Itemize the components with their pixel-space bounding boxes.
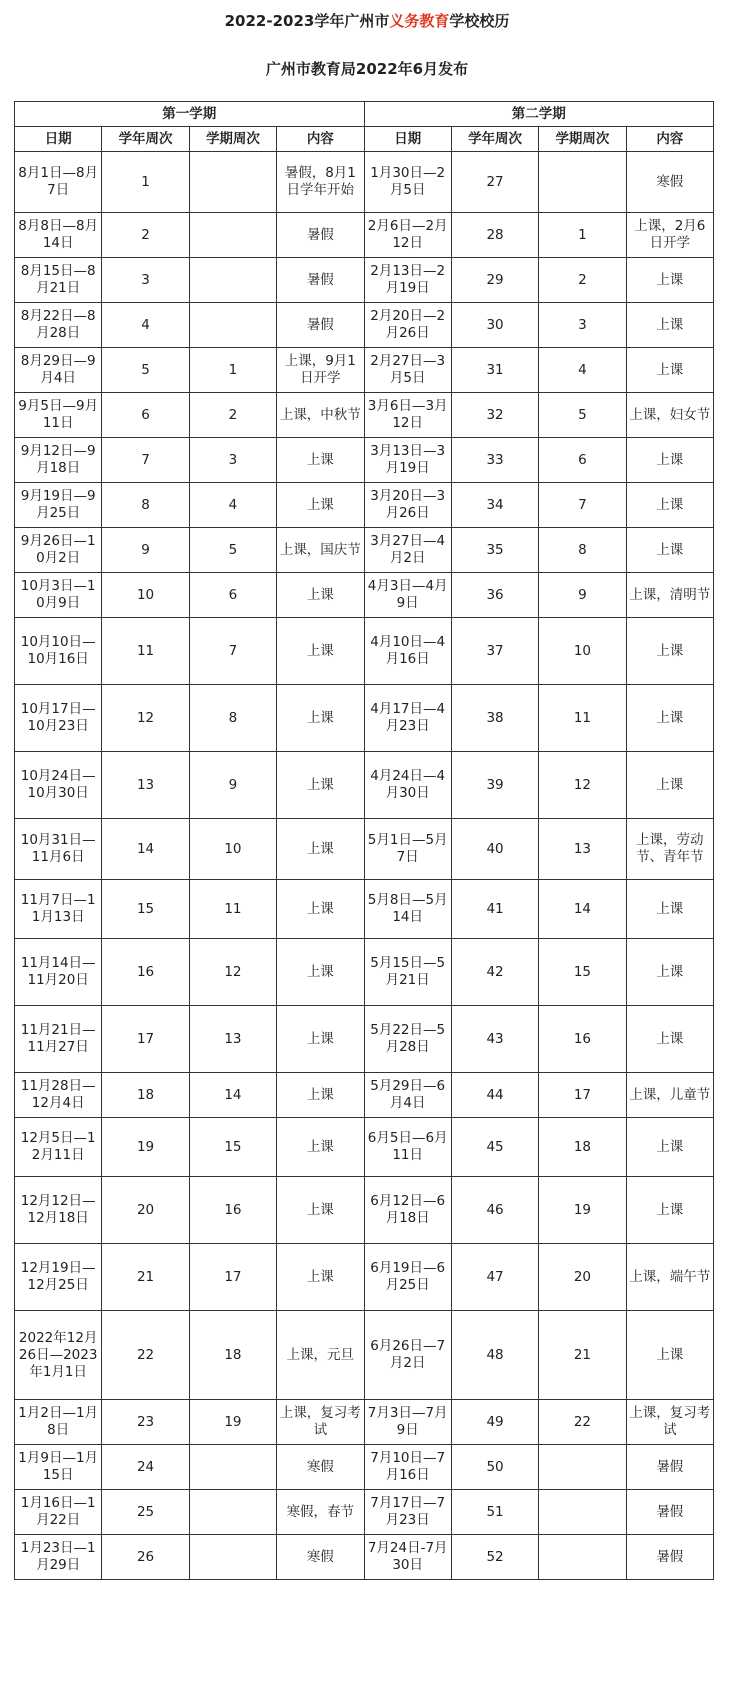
cell-date-term2: 3月27日—4月2日 — [364, 528, 451, 573]
cell-year-week-term1: 10 — [102, 573, 189, 618]
table-row — [15, 1490, 714, 1535]
cell-year-week-term2: 37 — [451, 618, 538, 685]
cell-content-term1: 寒假，春节 — [277, 1490, 364, 1535]
cell-term-week-term2: 22 — [539, 1400, 626, 1445]
cell-term-week-term2: 19 — [539, 1177, 626, 1244]
cell-term-week-term2: 9 — [539, 573, 626, 618]
cell-year-week-term1: 4 — [102, 303, 189, 348]
cell-year-week-term2: 48 — [451, 1311, 538, 1400]
table-row — [15, 213, 714, 258]
table-row — [15, 939, 714, 1006]
cell-content-term2: 暑假 — [626, 1445, 713, 1490]
table-row — [15, 880, 714, 939]
cell-year-week-term2: 50 — [451, 1445, 538, 1490]
cell-year-week-term2: 33 — [451, 438, 538, 483]
cell-content-term1: 寒假 — [277, 1445, 364, 1490]
cell-date-term1: 9月12日—9月18日 — [15, 438, 102, 483]
cell-content-term1: 上课 — [277, 618, 364, 685]
cell-content-term1: 上课 — [277, 819, 364, 880]
school-calendar-table — [14, 101, 714, 1580]
cell-date-term2: 2月20日—2月26日 — [364, 303, 451, 348]
cell-year-week-term2: 45 — [451, 1118, 538, 1177]
cell-year-week-term2: 28 — [451, 213, 538, 258]
cell-term-week-term1 — [189, 1490, 276, 1535]
cell-term-week-term2: 3 — [539, 303, 626, 348]
cell-date-term2: 7月24日-7月30日 — [364, 1535, 451, 1580]
cell-year-week-term1: 26 — [102, 1535, 189, 1580]
cell-content-term1: 上课，国庆节 — [277, 528, 364, 573]
table-row — [15, 1073, 714, 1118]
cell-year-week-term1: 20 — [102, 1177, 189, 1244]
cell-term-week-term2: 1 — [539, 213, 626, 258]
cell-term-week-term2: 16 — [539, 1006, 626, 1073]
table-row — [15, 618, 714, 685]
cell-content-term2: 上课 — [626, 1006, 713, 1073]
cell-year-week-term1: 18 — [102, 1073, 189, 1118]
cell-year-week-term2: 30 — [451, 303, 538, 348]
title-post: 学校校历 — [449, 12, 510, 30]
cell-date-term1: 10月3日—10月9日 — [15, 573, 102, 618]
cell-term-week-term1: 3 — [189, 438, 276, 483]
cell-year-week-term1: 9 — [102, 528, 189, 573]
cell-date-term1: 9月26日—10月2日 — [15, 528, 102, 573]
cell-term-week-term1: 19 — [189, 1400, 276, 1445]
cell-content-term1: 寒假 — [277, 1535, 364, 1580]
cell-date-term1: 11月14日—11月20日 — [15, 939, 102, 1006]
table-row — [15, 1311, 714, 1400]
cell-date-term2: 1月30日—2月5日 — [364, 152, 451, 213]
cell-term-week-term2: 21 — [539, 1311, 626, 1400]
cell-term-week-term1 — [189, 303, 276, 348]
cell-date-term1: 9月19日—9月25日 — [15, 483, 102, 528]
cell-term-week-term1: 7 — [189, 618, 276, 685]
cell-date-term2: 5月1日—5月7日 — [364, 819, 451, 880]
cell-date-term2: 4月17日—4月23日 — [364, 685, 451, 752]
cell-year-week-term1: 19 — [102, 1118, 189, 1177]
cell-content-term1: 上课，复习考试 — [277, 1400, 364, 1445]
cell-year-week-term2: 51 — [451, 1490, 538, 1535]
cell-term-week-term1: 8 — [189, 685, 276, 752]
cell-date-term2: 5月22日—5月28日 — [364, 1006, 451, 1073]
cell-content-term2: 上课 — [626, 939, 713, 1006]
cell-content-term1: 上课 — [277, 438, 364, 483]
cell-content-term2: 暑假 — [626, 1490, 713, 1535]
cell-year-week-term1: 21 — [102, 1244, 189, 1311]
table-row — [15, 483, 714, 528]
cell-year-week-term1: 16 — [102, 939, 189, 1006]
cell-term-week-term2: 12 — [539, 752, 626, 819]
cell-term-week-term2 — [539, 1490, 626, 1535]
cell-term-week-term1: 16 — [189, 1177, 276, 1244]
cell-content-term1: 暑假 — [277, 258, 364, 303]
cell-content-term1: 上课 — [277, 1177, 364, 1244]
cell-date-term1: 1月9日—1月15日 — [15, 1445, 102, 1490]
cell-year-week-term1: 24 — [102, 1445, 189, 1490]
table-row — [15, 303, 714, 348]
cell-date-term1: 12月5日—12月11日 — [15, 1118, 102, 1177]
table-row — [15, 1006, 714, 1073]
cell-date-term1: 1月23日—1月29日 — [15, 1535, 102, 1580]
cell-content-term2: 上课 — [626, 348, 713, 393]
col-date-1: 日期 — [15, 127, 102, 152]
cell-date-term1: 8月8日—8月14日 — [15, 213, 102, 258]
cell-content-term1: 暑假 — [277, 303, 364, 348]
cell-year-week-term2: 43 — [451, 1006, 538, 1073]
table-row — [15, 1177, 714, 1244]
cell-date-term2: 3月20日—3月26日 — [364, 483, 451, 528]
cell-content-term2: 上课 — [626, 1177, 713, 1244]
cell-term-week-term2: 5 — [539, 393, 626, 438]
cell-term-week-term1 — [189, 1445, 276, 1490]
cell-content-term2: 上课，端午节 — [626, 1244, 713, 1311]
col-content-2: 内容 — [626, 127, 713, 152]
cell-year-week-term1: 2 — [102, 213, 189, 258]
table-row — [15, 393, 714, 438]
cell-date-term2: 3月6日—3月12日 — [364, 393, 451, 438]
table-row — [15, 685, 714, 752]
cell-year-week-term2: 29 — [451, 258, 538, 303]
col-date-2: 日期 — [364, 127, 451, 152]
cell-date-term2: 2月6日—2月12日 — [364, 213, 451, 258]
cell-content-term1: 上课 — [277, 1073, 364, 1118]
cell-date-term2: 4月24日—4月30日 — [364, 752, 451, 819]
page-title — [0, 0, 734, 32]
cell-term-week-term1: 12 — [189, 939, 276, 1006]
cell-date-term2: 7月17日—7月23日 — [364, 1490, 451, 1535]
cell-date-term2: 4月3日—4月9日 — [364, 573, 451, 618]
column-header-row — [15, 127, 714, 152]
cell-year-week-term1: 14 — [102, 819, 189, 880]
cell-term-week-term2: 8 — [539, 528, 626, 573]
col-term-week-1: 学期周次 — [189, 127, 276, 152]
cell-content-term1: 暑假，8月1日学年开始 — [277, 152, 364, 213]
table-row — [15, 1535, 714, 1580]
cell-date-term2: 2月27日—3月5日 — [364, 348, 451, 393]
cell-date-term2: 5月29日—6月4日 — [364, 1073, 451, 1118]
cell-date-term2: 5月15日—5月21日 — [364, 939, 451, 1006]
cell-year-week-term2: 36 — [451, 573, 538, 618]
cell-year-week-term2: 47 — [451, 1244, 538, 1311]
title-highlight: 义务教育 — [389, 12, 450, 30]
cell-term-week-term1: 15 — [189, 1118, 276, 1177]
cell-term-week-term2: 18 — [539, 1118, 626, 1177]
cell-date-term1: 10月24日—10月30日 — [15, 752, 102, 819]
cell-content-term2: 上课，劳动节、青年节 — [626, 819, 713, 880]
col-content-1: 内容 — [277, 127, 364, 152]
cell-date-term1: 8月1日—8月7日 — [15, 152, 102, 213]
cell-content-term1: 上课，元旦 — [277, 1311, 364, 1400]
cell-term-week-term2: 6 — [539, 438, 626, 483]
col-year-week-2: 学年周次 — [451, 127, 538, 152]
cell-term-week-term1: 18 — [189, 1311, 276, 1400]
cell-year-week-term2: 39 — [451, 752, 538, 819]
cell-content-term1: 暑假 — [277, 213, 364, 258]
table-row — [15, 348, 714, 393]
cell-term-week-term1 — [189, 152, 276, 213]
table-row — [15, 1400, 714, 1445]
cell-year-week-term1: 15 — [102, 880, 189, 939]
cell-year-week-term1: 25 — [102, 1490, 189, 1535]
cell-term-week-term1: 5 — [189, 528, 276, 573]
cell-date-term1: 11月21日—11月27日 — [15, 1006, 102, 1073]
cell-year-week-term2: 38 — [451, 685, 538, 752]
cell-year-week-term2: 40 — [451, 819, 538, 880]
cell-content-term1: 上课，9月1日开学 — [277, 348, 364, 393]
title-pre: 2022-2023学年广州市 — [224, 12, 390, 30]
cell-date-term1: 8月15日—8月21日 — [15, 258, 102, 303]
cell-year-week-term2: 31 — [451, 348, 538, 393]
cell-year-week-term2: 52 — [451, 1535, 538, 1580]
cell-year-week-term2: 44 — [451, 1073, 538, 1118]
cell-term-week-term2: 4 — [539, 348, 626, 393]
cell-content-term2: 上课 — [626, 618, 713, 685]
table-row — [15, 152, 714, 213]
cell-content-term1: 上课 — [277, 1118, 364, 1177]
cell-term-week-term1: 4 — [189, 483, 276, 528]
cell-term-week-term1: 9 — [189, 752, 276, 819]
term-1-header: 第一学期 — [15, 102, 365, 127]
cell-date-term1: 10月10日—10月16日 — [15, 618, 102, 685]
cell-content-term2: 上课 — [626, 685, 713, 752]
cell-date-term2: 6月12日—6月18日 — [364, 1177, 451, 1244]
cell-year-week-term1: 22 — [102, 1311, 189, 1400]
cell-date-term2: 4月10日—4月16日 — [364, 618, 451, 685]
cell-year-week-term1: 6 — [102, 393, 189, 438]
cell-date-term2: 6月26日—7月2日 — [364, 1311, 451, 1400]
cell-content-term2: 上课 — [626, 258, 713, 303]
cell-term-week-term1: 10 — [189, 819, 276, 880]
cell-term-week-term1: 17 — [189, 1244, 276, 1311]
cell-content-term2: 寒假 — [626, 152, 713, 213]
cell-year-week-term1: 1 — [102, 152, 189, 213]
cell-year-week-term1: 12 — [102, 685, 189, 752]
cell-term-week-term1: 2 — [189, 393, 276, 438]
cell-date-term1: 12月19日—12月25日 — [15, 1244, 102, 1311]
cell-year-week-term2: 27 — [451, 152, 538, 213]
page-subtitle: 广州市教育局2022年6月发布 — [265, 60, 469, 78]
cell-content-term2: 暑假 — [626, 1535, 713, 1580]
cell-term-week-term1 — [189, 258, 276, 303]
cell-date-term1: 12月12日—12月18日 — [15, 1177, 102, 1244]
table-row — [15, 819, 714, 880]
cell-content-term2: 上课 — [626, 1118, 713, 1177]
cell-date-term2: 6月5日—6月11日 — [364, 1118, 451, 1177]
cell-term-week-term1: 14 — [189, 1073, 276, 1118]
cell-content-term2: 上课，清明节 — [626, 573, 713, 618]
cell-term-week-term2: 11 — [539, 685, 626, 752]
cell-content-term1: 上课 — [277, 1006, 364, 1073]
term-2-header: 第二学期 — [364, 102, 714, 127]
cell-date-term2: 7月10日—7月16日 — [364, 1445, 451, 1490]
cell-term-week-term2 — [539, 1535, 626, 1580]
cell-content-term2: 上课，2月6日开学 — [626, 213, 713, 258]
cell-date-term1: 10月31日—11月6日 — [15, 819, 102, 880]
cell-term-week-term2: 15 — [539, 939, 626, 1006]
cell-content-term1: 上课 — [277, 752, 364, 819]
cell-term-week-term1: 6 — [189, 573, 276, 618]
cell-content-term2: 上课 — [626, 752, 713, 819]
cell-term-week-term2: 10 — [539, 618, 626, 685]
cell-content-term1: 上课 — [277, 573, 364, 618]
cell-content-term1: 上课 — [277, 880, 364, 939]
cell-year-week-term1: 8 — [102, 483, 189, 528]
cell-year-week-term2: 34 — [451, 483, 538, 528]
cell-date-term1: 9月5日—9月11日 — [15, 393, 102, 438]
cell-date-term2: 3月13日—3月19日 — [364, 438, 451, 483]
cell-term-week-term2: 20 — [539, 1244, 626, 1311]
cell-date-term1: 1月2日—1月8日 — [15, 1400, 102, 1445]
cell-content-term2: 上课 — [626, 483, 713, 528]
cell-date-term2: 5月8日—5月14日 — [364, 880, 451, 939]
cell-content-term1: 上课 — [277, 483, 364, 528]
cell-year-week-term1: 11 — [102, 618, 189, 685]
cell-term-week-term1: 13 — [189, 1006, 276, 1073]
table-row — [15, 573, 714, 618]
cell-content-term1: 上课，中秋节 — [277, 393, 364, 438]
cell-date-term1: 8月22日—8月28日 — [15, 303, 102, 348]
cell-year-week-term2: 49 — [451, 1400, 538, 1445]
cell-year-week-term1: 23 — [102, 1400, 189, 1445]
cell-content-term1: 上课 — [277, 939, 364, 1006]
cell-term-week-term2: 17 — [539, 1073, 626, 1118]
table-row — [15, 1244, 714, 1311]
cell-year-week-term1: 13 — [102, 752, 189, 819]
cell-term-week-term2 — [539, 1445, 626, 1490]
cell-year-week-term1: 5 — [102, 348, 189, 393]
table-row — [15, 258, 714, 303]
cell-date-term1: 10月17日—10月23日 — [15, 685, 102, 752]
cell-content-term1: 上课 — [277, 1244, 364, 1311]
cell-year-week-term2: 41 — [451, 880, 538, 939]
cell-date-term2: 6月19日—6月25日 — [364, 1244, 451, 1311]
cell-term-week-term2: 13 — [539, 819, 626, 880]
cell-year-week-term2: 46 — [451, 1177, 538, 1244]
table-row — [15, 1445, 714, 1490]
cell-year-week-term2: 42 — [451, 939, 538, 1006]
cell-term-week-term1: 11 — [189, 880, 276, 939]
table-row — [15, 438, 714, 483]
cell-date-term2: 7月3日—7月9日 — [364, 1400, 451, 1445]
term-header-row — [15, 102, 714, 127]
cell-date-term1: 1月16日—1月22日 — [15, 1490, 102, 1535]
col-year-week-1: 学年周次 — [102, 127, 189, 152]
cell-content-term2: 上课 — [626, 303, 713, 348]
cell-term-week-term2: 14 — [539, 880, 626, 939]
cell-date-term1: 8月29日—9月4日 — [15, 348, 102, 393]
calendar-body — [15, 152, 714, 1580]
cell-content-term2: 上课，复习考试 — [626, 1400, 713, 1445]
cell-content-term2: 上课 — [626, 438, 713, 483]
cell-content-term2: 上课，儿童节 — [626, 1073, 713, 1118]
table-row — [15, 752, 714, 819]
col-term-week-2: 学期周次 — [539, 127, 626, 152]
cell-content-term2: 上课 — [626, 880, 713, 939]
cell-content-term1: 上课 — [277, 685, 364, 752]
cell-date-term1: 11月7日—11月13日 — [15, 880, 102, 939]
table-row — [15, 528, 714, 573]
cell-term-week-term1 — [189, 1535, 276, 1580]
cell-date-term1: 11月28日—12月4日 — [15, 1073, 102, 1118]
cell-term-week-term1 — [189, 213, 276, 258]
cell-content-term2: 上课，妇女节 — [626, 393, 713, 438]
cell-term-week-term1: 1 — [189, 348, 276, 393]
cell-term-week-term2: 2 — [539, 258, 626, 303]
cell-year-week-term1: 7 — [102, 438, 189, 483]
cell-content-term2: 上课 — [626, 528, 713, 573]
cell-date-term2: 2月13日—2月19日 — [364, 258, 451, 303]
cell-content-term2: 上课 — [626, 1311, 713, 1400]
cell-date-term1: 2022年12月26日—2023年1月1日 — [15, 1311, 102, 1400]
cell-term-week-term2 — [539, 152, 626, 213]
cell-year-week-term2: 32 — [451, 393, 538, 438]
cell-term-week-term2: 7 — [539, 483, 626, 528]
cell-year-week-term2: 35 — [451, 528, 538, 573]
cell-year-week-term1: 3 — [102, 258, 189, 303]
cell-year-week-term1: 17 — [102, 1006, 189, 1073]
table-row — [15, 1118, 714, 1177]
